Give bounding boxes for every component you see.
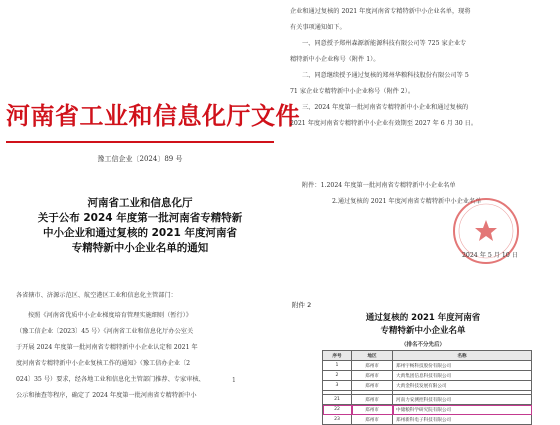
cell-company: 大禹金科技发展有限公司 [393,381,532,391]
body-line: 公示和抽查等程序，确定了 2024 年度第一批河南省专精特新中小 [16,392,197,399]
body-line: 按照《河南省优质中小企业梯度培育管理实施细则（暂行）》 [28,312,192,319]
title-line: 河南省工业和信息化厅 [87,197,193,209]
cell-region: 郑州市 [352,405,393,415]
header-cell: 序号 [323,351,352,361]
body-line: 精特新中小企业称号（附件 1）。 [290,56,380,63]
table-row [323,361,532,371]
body-line: 二、同意继续授予通过复核的郑州华粮科技股份有限公司等 5 [302,72,469,79]
cell-company: 郑州宇畅科技股份有限公司 [393,361,532,371]
body-line: 度河南省专精特新中小企业复核工作的通知》（豫工信办企业〔2 [16,360,191,367]
red-divider-line [6,141,274,143]
table-row [323,371,532,381]
attachments-label: 附件： [302,182,321,189]
document-masthead: 河南省工业和信息化厅文件 [6,102,300,130]
body-text [290,4,554,132]
body-line: 71 家企业专精特新中小企业称号（附件 2）。 [290,88,415,95]
cell-region: 郑州市 [352,415,393,425]
notice-title [10,196,270,256]
body-line: （豫工信企业〔2023〕45 号）《河南省工业和信息化厅办公室关 [16,328,194,335]
right-page [286,0,560,423]
cell-index: 23 [323,415,352,425]
title-line: 专精特新中小企业名单的通知 [71,242,209,254]
table-row-highlighted [323,405,532,415]
cell-index: 22 [323,405,352,415]
attachment-item [290,178,554,194]
body-line: 三、2024 年度第一批河南省专精特新中小企业和通过复核的 [302,104,469,111]
cell-index: 2 [323,371,352,381]
addressee: 各省辖市、济源示范区、航空港区工业和信息化主管部门： [16,292,177,299]
list-title-line: 通过复核的 2021 年度河南省 [365,313,481,323]
cell-company: 中储粮科学研究院有限公司 [393,405,532,415]
header-cell: 地区 [352,351,393,361]
page-number: 1 [232,377,236,384]
attachment-link[interactable]: 2.通过复核的 2021 年度河南省专精特新中小企业名单 [332,198,482,205]
list-note: （排名不分先后） [400,342,445,348]
body-line: 024〕35 号）要求，经各地工业和信息化主管部门推荐、专家审核、 [16,376,205,383]
cell-company: 郑州新科电子科技有限公司 [393,415,532,425]
attachment-2-label: 附件 2 [292,301,312,309]
cell-company: 大禹集团信息科技有限公司 [393,371,532,381]
cell-index: 3 [323,381,352,391]
issue-date: 2024 年 5 月 10 日 [462,252,518,259]
body-line: 一、同意授予郑州森源新能源科技有限公司等 725 家企业专 [302,40,467,47]
title-line: 关于公布 2024 年度第一批河南省专精特新 [37,212,243,224]
list-title-line: 专精特新中小企业名单 [380,326,466,336]
cell-region: 郑州市 [352,395,393,405]
cell-region: 郑州市 [352,371,393,381]
body-line: 有关事项通知如下。 [290,24,346,31]
header-cell: 名称 [393,351,532,361]
cell-index: 21 [323,395,352,405]
enterprise-list-table [322,350,532,425]
attachment-link[interactable]: 1.2024 年度第一批河南省专精特新中小企业名单 [320,182,456,189]
document-number: 豫工信企业〔2024〕89 号 [97,155,183,163]
table-row [323,381,532,391]
title-line: 中小企业和通过复核的 2021 年度河南省 [42,227,238,239]
table-header-row [323,351,532,361]
body-line: 企业和通过复核的 2021 年度河南省专精特新中小企业名单，现将 [290,8,471,15]
list-title [296,312,550,338]
body-line: 2021 年度河南省专精特新中小企业有效期至 2027 年 6 月 30 日。 [290,120,478,127]
body-text [16,308,274,404]
cell-index: 1 [323,361,352,371]
cell-region: 郑州市 [352,361,393,371]
cell-company: 河南力安测控科技有限公司 [393,395,532,405]
cell-region: 郑州市 [352,381,393,391]
table-row [323,395,532,405]
body-line: 于开展 2024 年度第一批河南省专精特新中小企业认定和 2021 年 [16,344,198,351]
